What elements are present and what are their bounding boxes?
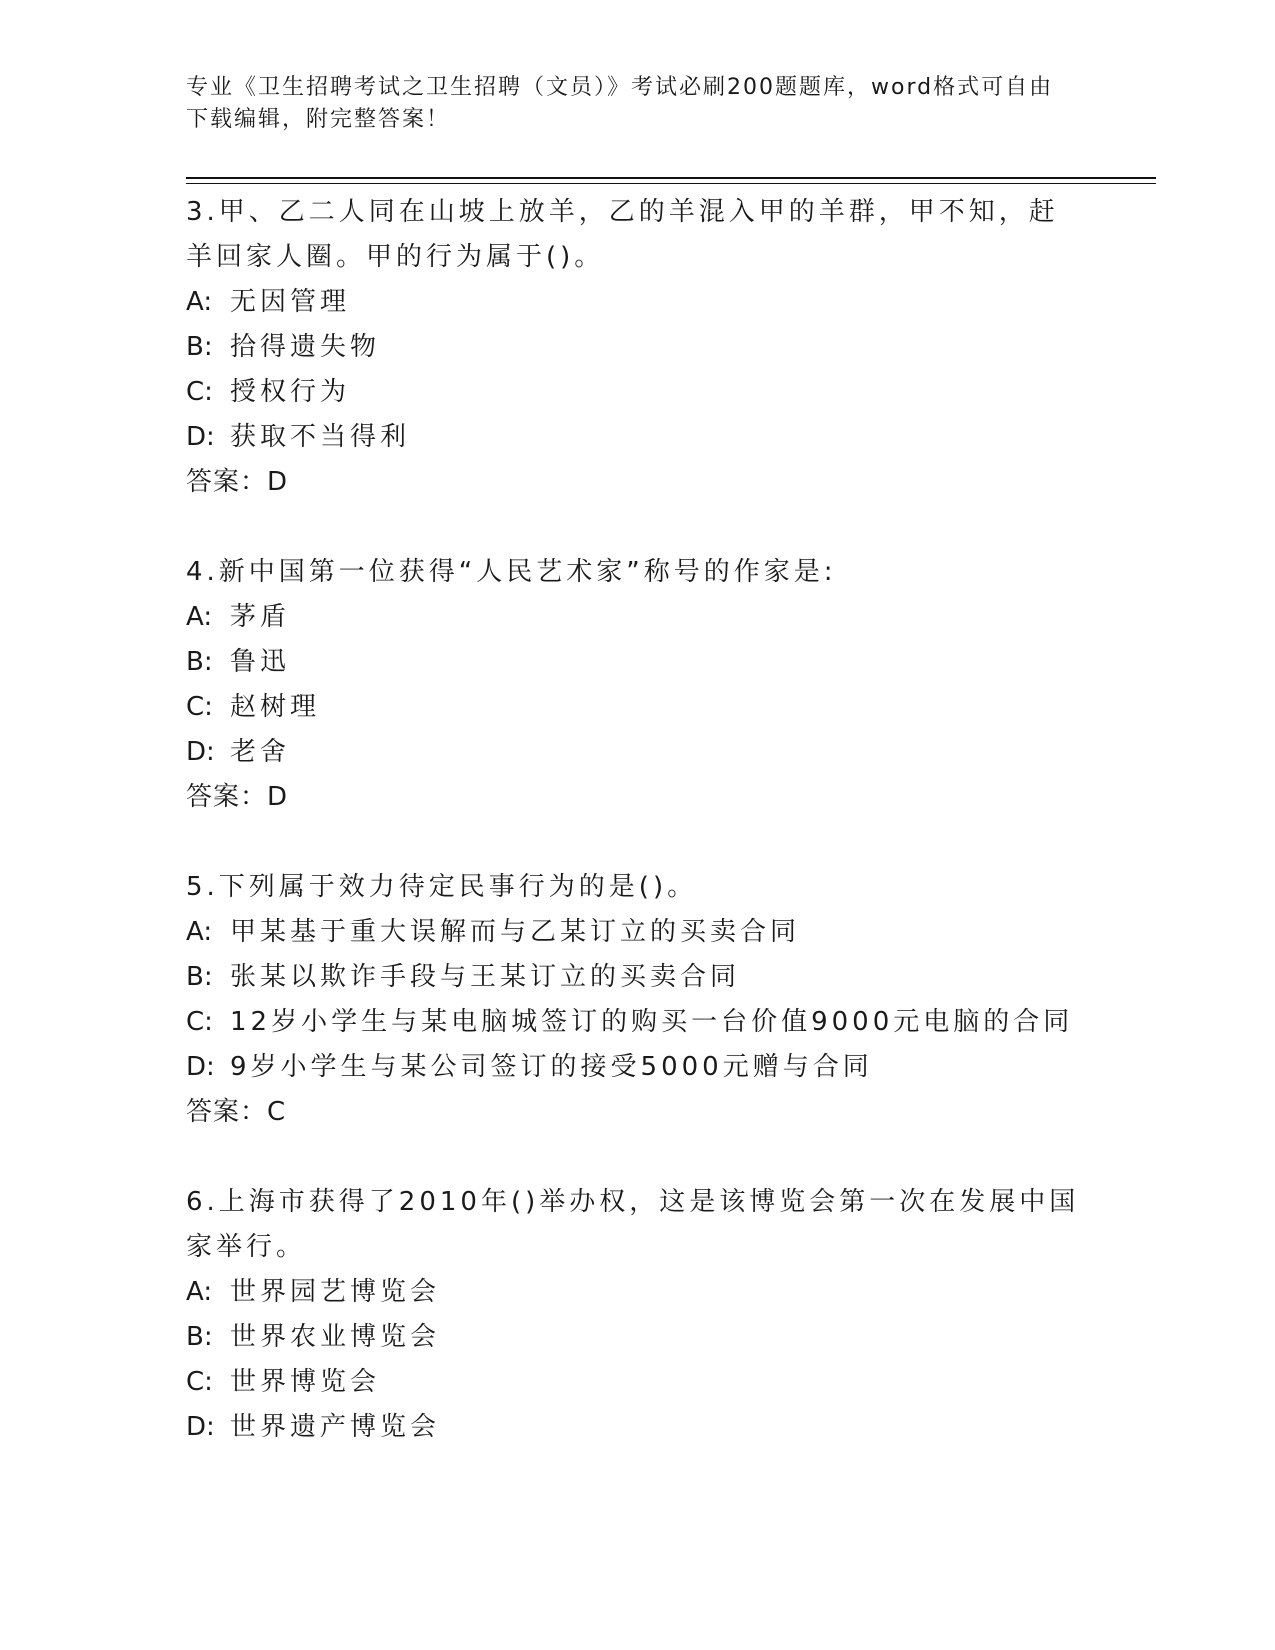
option-d [186, 730, 1086, 775]
option-letter: C: [186, 377, 213, 407]
option-a [186, 1270, 1086, 1315]
option-text: 世界农业博览会 [230, 1322, 441, 1352]
option-c [186, 370, 1086, 415]
answer: 答案：D [186, 782, 289, 812]
option-b [186, 955, 1086, 1000]
option-text: 12岁小学生与某电脑城签订的购买一台价值9000元电脑的合同 [230, 1007, 1074, 1037]
answer: 答案：D [186, 467, 289, 497]
option-letter: D: [186, 1052, 215, 1082]
header-rule-thick [186, 177, 1156, 179]
question-4 [186, 550, 1086, 820]
question-3 [186, 190, 1086, 505]
option-b [186, 1315, 1086, 1360]
option-b [186, 325, 1086, 370]
option-c [186, 1360, 1086, 1405]
question-stem: 4.新中国第一位获得“人民艺术家”称号的作家是: [186, 557, 837, 587]
option-letter: C: [186, 692, 213, 722]
option-text: 9岁小学生与某公司签订的接受5000元赠与合同 [230, 1052, 873, 1082]
option-letter: C: [186, 1367, 213, 1397]
question-stem: 5.下列属于效力待定民事行为的是()。 [186, 872, 698, 902]
question-stem: 3.甲、乙二人同在山坡上放羊，乙的羊混入甲的羊群，甲不知，赶羊回家人圈。甲的行为属于()。 [186, 197, 1059, 272]
option-c [186, 1000, 1086, 1045]
option-letter: D: [186, 1412, 215, 1442]
option-text: 茅盾 [230, 602, 291, 632]
option-letter: A: [186, 1277, 213, 1307]
document-header: 专业《卫生招聘考试之卫生招聘（文员）》考试必刷200题题库，word格式可自由下载编辑，附完整答案！ [186, 75, 1054, 132]
option-text: 获取不当得利 [230, 422, 411, 452]
option-d [186, 1045, 1086, 1090]
question-list [186, 190, 1086, 1495]
option-text: 世界园艺博览会 [230, 1277, 441, 1307]
question-5 [186, 865, 1086, 1135]
option-letter: D: [186, 737, 215, 767]
option-c [186, 685, 1086, 730]
option-a [186, 910, 1086, 955]
option-letter: B: [186, 647, 213, 677]
question-stem: 6.上海市获得了2010年()举办权，这是该博览会第一次在发展中国家举行。 [186, 1187, 1080, 1262]
option-text: 甲某基于重大误解而与乙某订立的买卖合同 [230, 917, 801, 947]
header-rule-thin [186, 183, 1156, 184]
option-letter: B: [186, 332, 213, 362]
question-6 [186, 1180, 1086, 1450]
option-text: 赵树理 [230, 692, 321, 722]
option-text: 世界遗产博览会 [230, 1412, 441, 1442]
option-a [186, 595, 1086, 640]
answer: 答案：C [186, 1097, 287, 1127]
option-b [186, 640, 1086, 685]
option-a [186, 280, 1086, 325]
option-letter: B: [186, 962, 213, 992]
option-text: 鲁迅 [230, 647, 291, 677]
option-letter: A: [186, 287, 213, 317]
option-text: 世界博览会 [230, 1367, 381, 1397]
option-d [186, 1405, 1086, 1450]
option-d [186, 415, 1086, 460]
option-text: 张某以欺诈手段与王某订立的买卖合同 [230, 962, 741, 992]
option-text: 拾得遗失物 [230, 332, 381, 362]
option-letter: A: [186, 602, 213, 632]
option-text: 无因管理 [230, 287, 351, 317]
option-text: 授权行为 [230, 377, 351, 407]
option-letter: D: [186, 422, 215, 452]
option-letter: C: [186, 1007, 213, 1037]
option-text: 老舍 [230, 737, 291, 767]
option-letter: B: [186, 1322, 213, 1352]
option-letter: A: [186, 917, 213, 947]
